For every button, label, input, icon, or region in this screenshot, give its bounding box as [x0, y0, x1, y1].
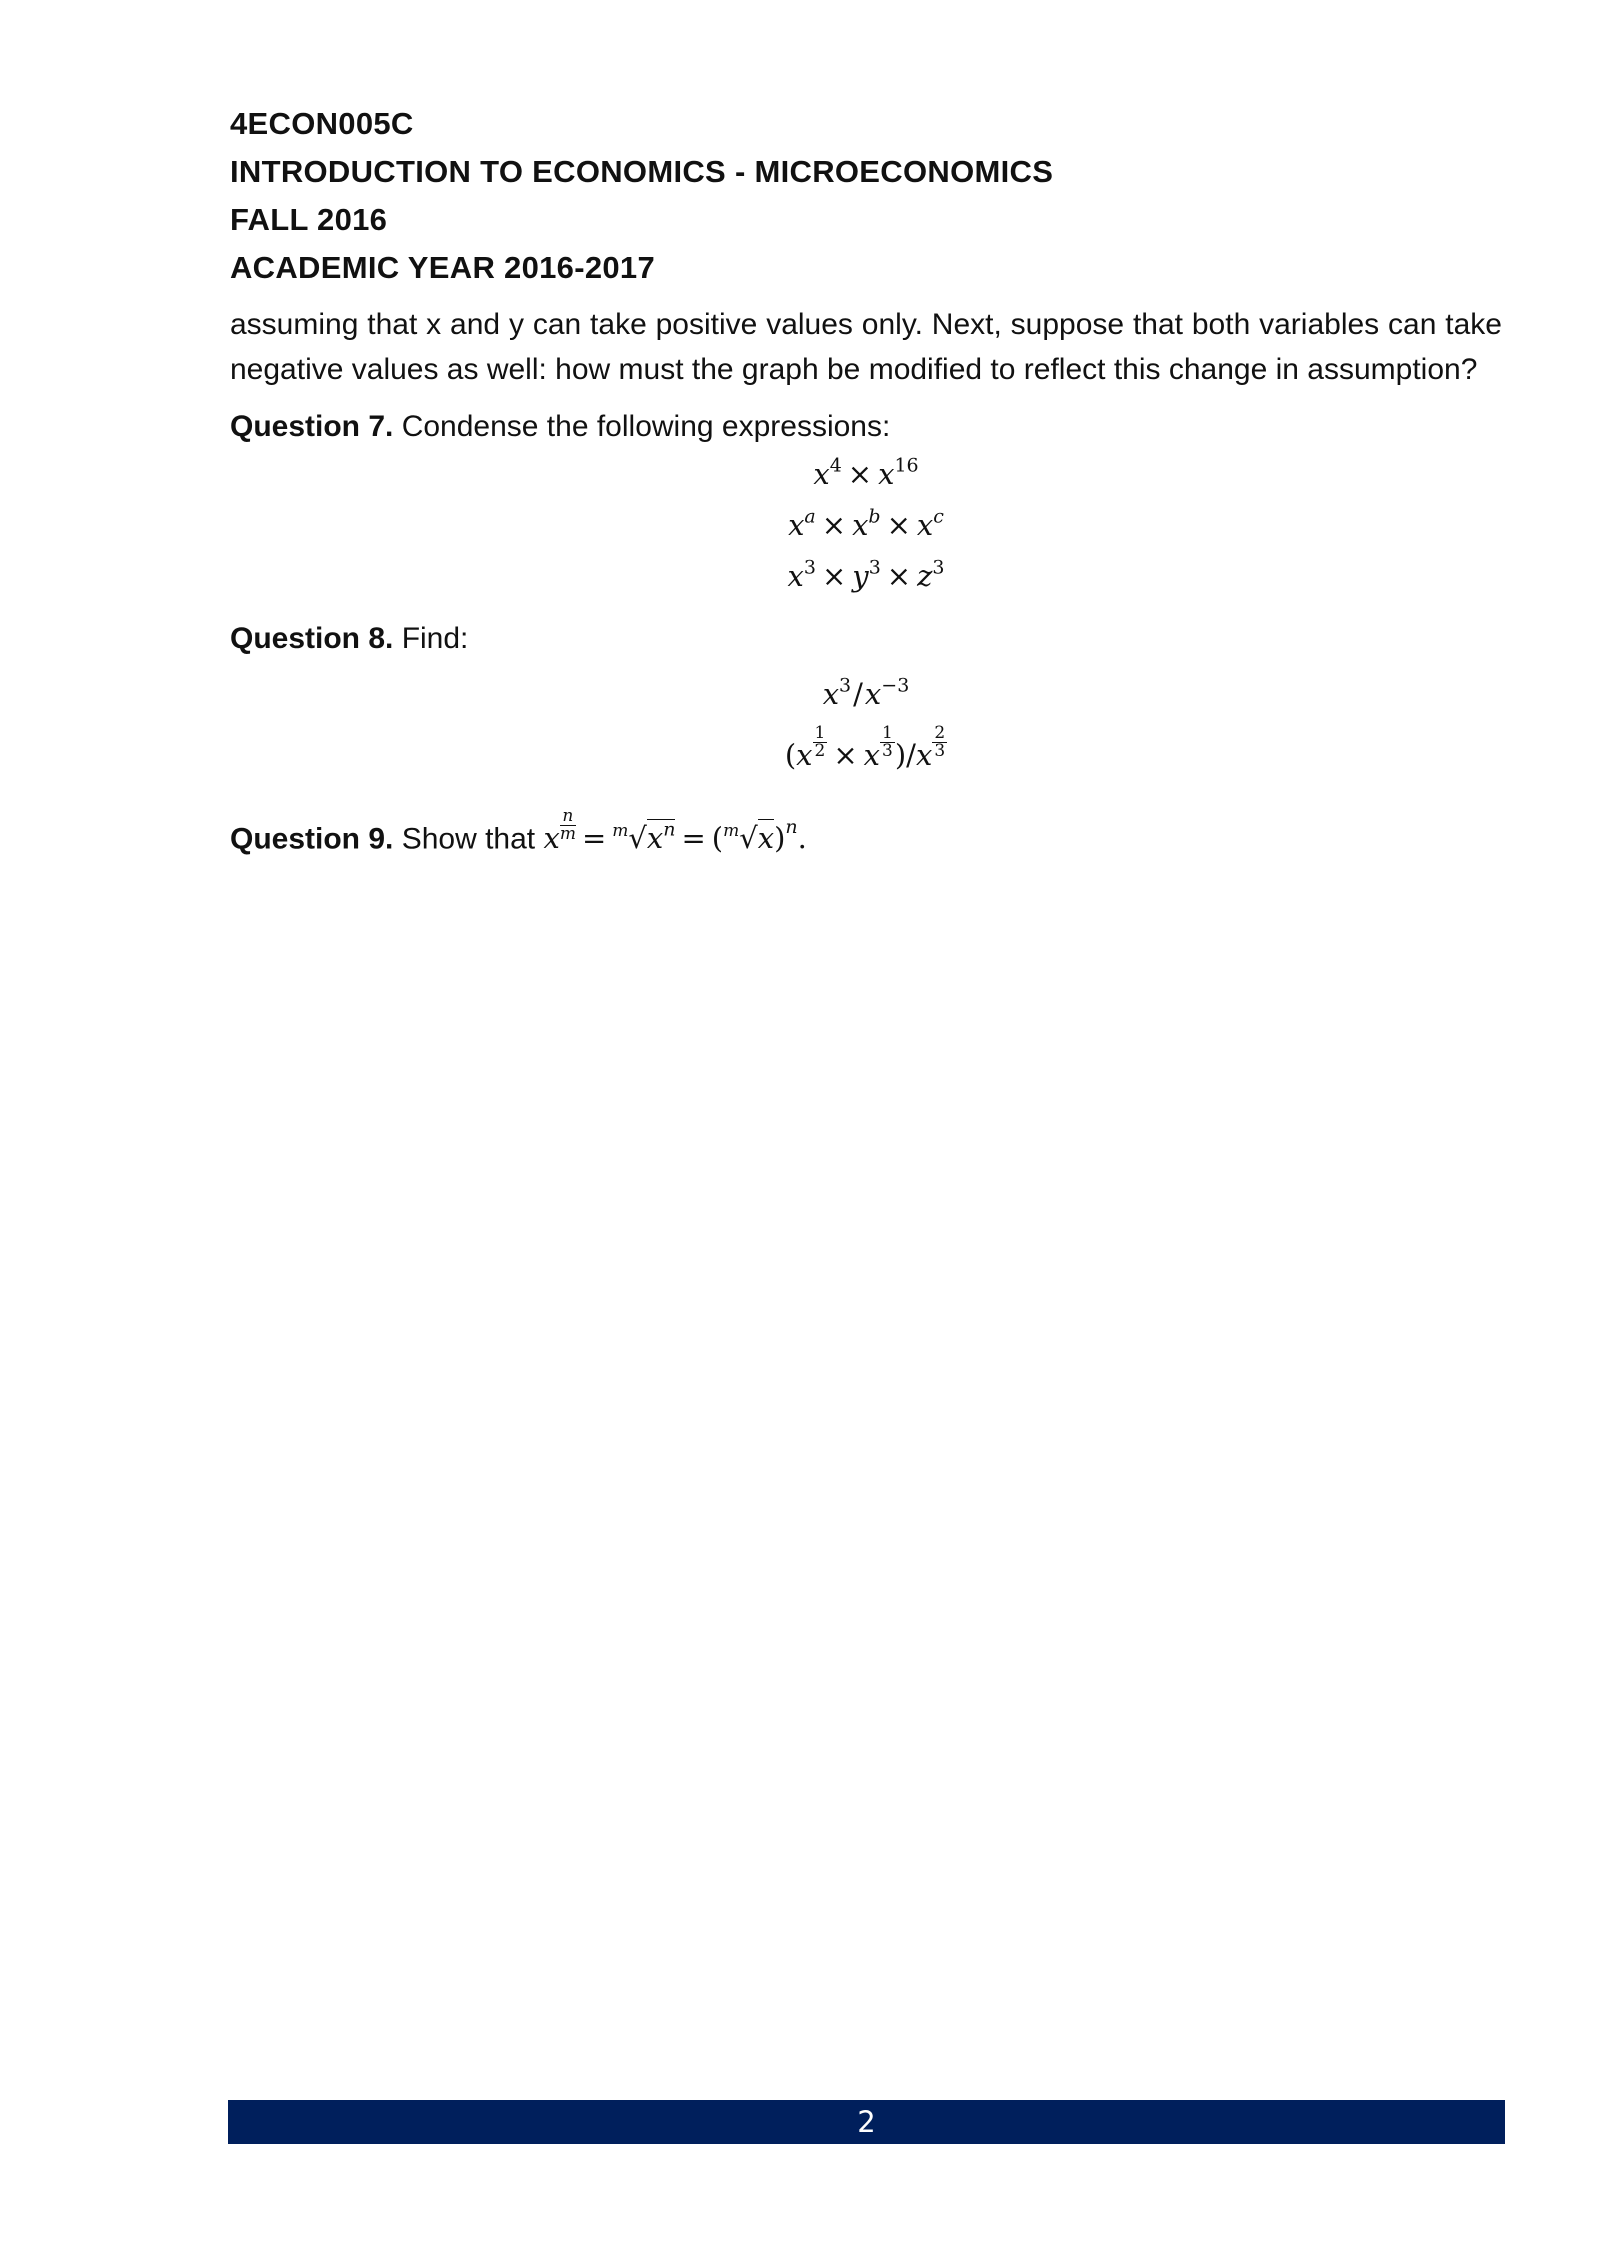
question-7-text: Condense the following expressions:: [393, 410, 891, 443]
page-number: 2: [857, 2105, 876, 2139]
question-9-label: Question 9.: [230, 822, 394, 856]
question-8-label: Question 8.: [230, 622, 394, 655]
expression-7a: $x^4 \times x^{16}$: [813, 454, 919, 491]
expression-7c: $x^3 \times y^3 \times z^3$: [787, 556, 945, 593]
expression-7b: $x^a \times x^b \times x^c$: [788, 505, 944, 542]
question-9-text: Show that: [393, 822, 544, 856]
footer-bar: [228, 2100, 1505, 2144]
academic-year: ACADEMIC YEAR 2016-2017: [230, 250, 655, 285]
question-7: [230, 404, 1502, 449]
document-page: [230, 100, 1502, 861]
intro-paragraph: assuming that x and y can take positive values only. Next, suppose that both variables can take negative values as well: how must the graph be modified to reflect this change in assumption?: [230, 308, 1502, 386]
course-title: INTRODUCTION TO ECONOMICS - MICROECONOMICS: [230, 154, 1054, 189]
question-8: [230, 616, 1502, 661]
term: FALL 2016: [230, 202, 388, 237]
question-8-text: Find:: [393, 622, 469, 655]
header-block: [230, 100, 1502, 292]
question-8-expressions: [230, 669, 1502, 782]
expression-8a: $x^3/x^{-3}$: [822, 674, 910, 711]
expression-8b: (x $\frac{1}{2}$ × x $\frac{1}{3}$ )/x $\frac{2}{3}$: [784, 722, 946, 772]
course-code: 4ECON005C: [230, 106, 414, 141]
question-9-identity: x $\frac{n}{m}$ = $^m√x^n = (^m√x)^n$.: [543, 806, 807, 856]
question-7-expressions: [230, 449, 1502, 602]
question-7-label: Question 7.: [230, 410, 394, 443]
question-9: [230, 808, 1502, 861]
